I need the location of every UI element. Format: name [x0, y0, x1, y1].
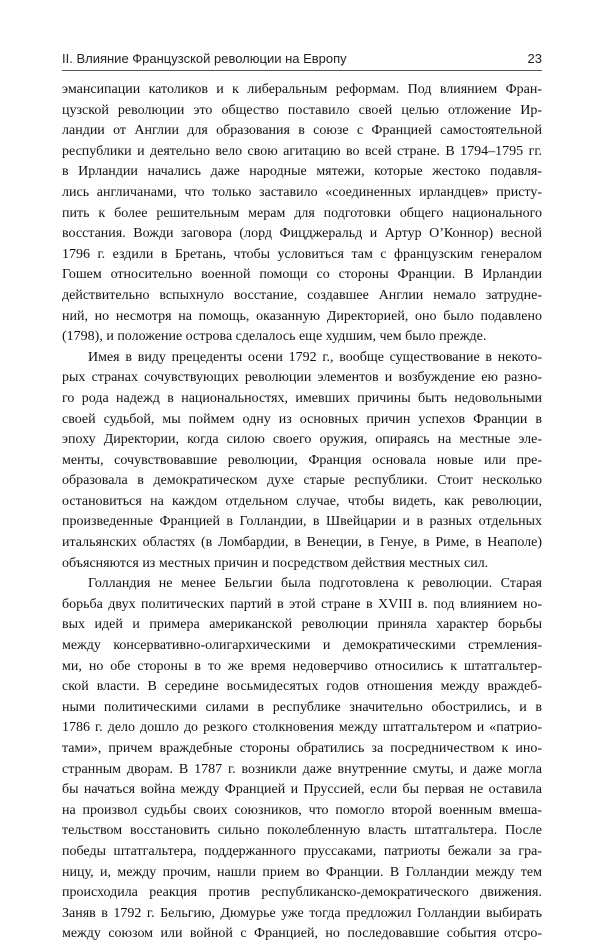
text-line: ской власти. В середине восьмидесятых годов отношения между враждеб- [62, 679, 542, 695]
running-header [62, 48, 542, 72]
text-line: цузской революции это общество поставило своей целью отложение Ир- [62, 102, 542, 118]
text-line: рых странах сочувствующих революции элементов и возбуждение ею разно- [62, 370, 542, 386]
text-line: эпоху Директории, когда силою своего оружия, опираясь на местные эле- [62, 432, 542, 448]
text-line: ми, но обе стороны в то же время недоверчиво относились к штатгальтер- [62, 658, 542, 674]
text-line: Заняв в 1792 г. Бельгию, Дюмурье уже тогда предложил Голландии выбирать [62, 905, 542, 921]
header-divider [62, 70, 542, 71]
text-line: тами», причем враждебные стороны обратились за посредничеством к ино- [62, 741, 542, 756]
text-line: между консервативно-олигархическими и демократическими стремления- [62, 638, 542, 654]
text-line: происходила реакция против республиканско-демократического движения. [62, 885, 542, 901]
text-line: эмансипации католиков и к либеральным реформам. Под влиянием Фран- [62, 82, 542, 97]
page-number: 23 [527, 51, 542, 66]
text-line: лись англичанами, что только заставило «соединенных ирландцев» присту- [62, 184, 542, 200]
text-line: республики и деятельно вело свою агитацию во всей стране. В 1794–1795 гг. [62, 143, 542, 159]
text-line: Имея в виду прецеденты осени 1792 г., вообще существование в некото- [88, 349, 542, 365]
text-line: пить к более решительным мерам для подготовки общего национального [62, 205, 542, 221]
text-line: странным дворам. В 1787 г. возникли даже внутренние смуты, и даже могла [62, 761, 542, 777]
text-line: менты, сочувствовавшие революции, Франция основала новые или пре- [62, 452, 542, 468]
text-line: Голландия не менее Бельгии была подготовлена к революции. Старая [88, 576, 542, 592]
chapter-title: II. Влияние Французской революции на Европу [62, 51, 347, 66]
text-line: 1786 г. дело дошло до резкого столкновения между штатгальтером и «патрио- [62, 720, 542, 736]
text-line: остановиться на каждом отдельном случае, чтобы видеть, как революции, [62, 493, 542, 509]
text-line: объясняются из местных причин и посредством действия местных сил. [62, 555, 489, 571]
text-line: ными политическими силами в республике значительно обострились, и в [62, 699, 542, 715]
text-line: го рода надежд в национальностях, имевших причины быть недовольными [62, 390, 542, 406]
text-line: (1798), и положение острова сделалось еще худшим, чем было прежде. [62, 329, 487, 345]
text-line: бы начаться война между Францией и Пруссией, если бы первая не оставила [62, 782, 542, 798]
body-text [62, 80, 542, 945]
text-line: итальянских областях (в Ломбардии, в Венеции, в Генуе, в Риме, в Неаполе) [62, 535, 542, 551]
text-line: борьба двух политических партий в этой стране в XVIII в. под влиянием но- [62, 596, 542, 612]
text-line: действительно вспыхнуло восстание, создавшее Англии немало затрудне- [62, 287, 542, 303]
text-line: 1796 г. ездили в Бретань, чтобы условиться там с французским генералом [62, 246, 542, 262]
text-line: восстания. Вожди заговора (лорд Фицджеральд и Артур О’Коннор) весной [62, 226, 542, 242]
text-line: Гошем относительно военной помощи со стороны Франции. В Ирландии [62, 267, 542, 283]
text-line: ницу, и, между прочим, нашли прием во Франции. В Голландии между тем [62, 864, 542, 880]
text-line: своей судьбой, мы поймем одну из основных причин успехов Франции в [62, 411, 542, 427]
text-line: тельством восстановить сильно поколебленную власть штатгальтера. После [62, 823, 542, 839]
text-line: образовала в демократическом духе старые республики. Стоит несколько [62, 473, 542, 489]
text-line: победы штатгальтера, поддержанного пруссаками, патриоты бежали за гра- [62, 843, 542, 859]
text-line: вых идей и примера американской революции приняла характер борьбы [62, 617, 542, 633]
text-line: на произвол судьбы своих союзников, что помогло второй военным вмеша- [62, 802, 542, 818]
text-line: ландии от Англии для образования в союзе с Францией самостоятельной [62, 123, 542, 139]
text-line: в Ирландии начались даже народные мятежи, которые жестоко подавля- [62, 164, 542, 180]
text-line: произведенные Францией в Голландии, в Швейцарии и в разных отдельных [62, 514, 542, 530]
text-line: ний, но несмотря на помощь, оказанную Директорией, оно было подавлено [62, 308, 542, 324]
text-line: между союзом или войной с Францией, но последовавшие события отсро- [62, 926, 542, 942]
